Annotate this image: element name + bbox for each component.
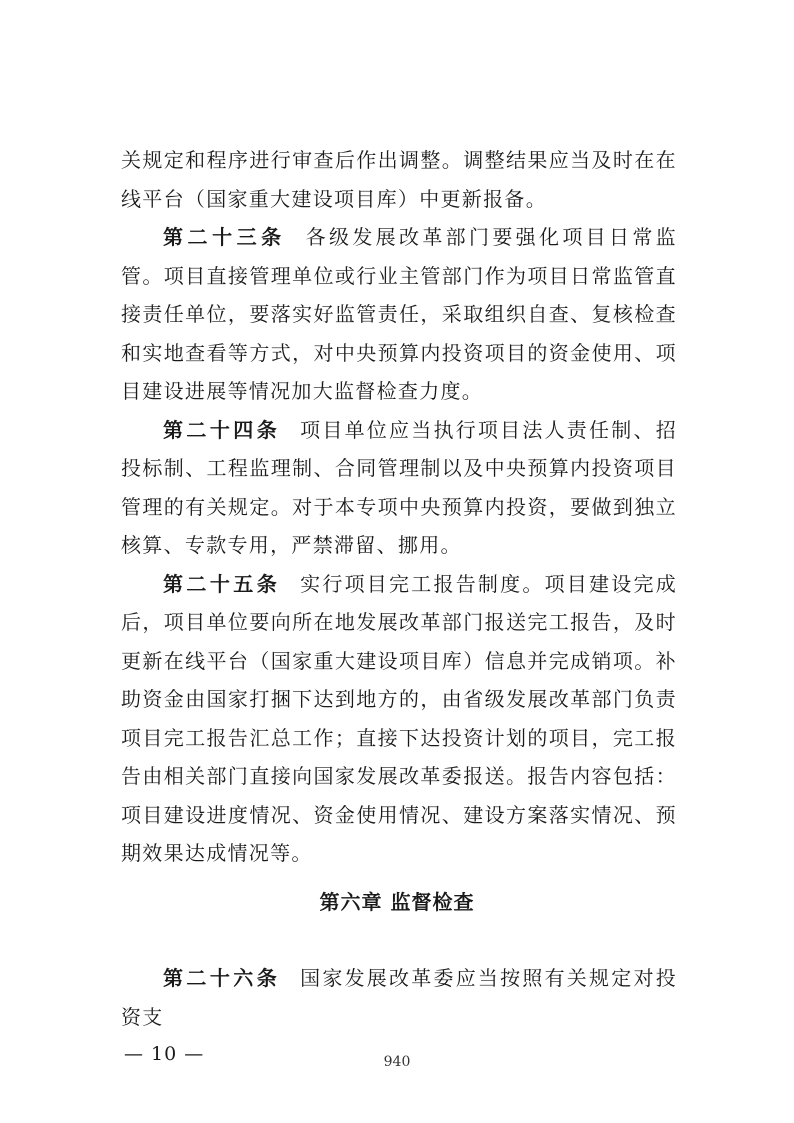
article-number: 第二十六条 <box>163 966 281 990</box>
article-24 <box>121 411 677 565</box>
article-25 <box>121 565 677 873</box>
article-text: 实行项目完工报告制度。项目建设完成后，项目单位要向所在地发展改革部门报送完工报告，及时更新在线平台（国家重大建设项目库）信息并完成销项。补助资金由国家打捆下达到地方的，由省级发展改革部门负责项目完工报告汇总工作；直接下达投资计划的项目，完工报告由相关部门直接向国家发展改革委报送。报告内容包括：项目建设进度情况、资金使用情况、建设方案落实情况、预期效果达成情况等。 <box>121 571 677 865</box>
paragraph-text: 关规定和程序进行审查后作出调整。调整结果应当及时在在线平台（国家重大建设项目库）中更新报备。 <box>121 148 677 211</box>
document-body <box>121 141 677 873</box>
article-text: 国家发展改革委应当按照有关规定对投资支 <box>121 966 677 1029</box>
article-number: 第二十三条 <box>163 225 286 249</box>
article-number: 第二十四条 <box>163 417 281 442</box>
article-number: 第二十五条 <box>163 571 281 596</box>
article-text: 项目单位应当执行项目法人责任制、招投标制、工程监理制、合同管理制以及中央预算内投资项目管理的有关规定。对于本专项中央预算内投资，要做到独立核算、专款专用，严禁滞留、挪用。 <box>121 417 677 557</box>
page-number: — 10 — <box>124 1043 205 1065</box>
chapter-title: 第六章 监督检查 <box>319 890 475 914</box>
paragraph-continuation <box>121 141 677 218</box>
article-23 <box>121 218 677 411</box>
article-26 <box>121 959 677 1036</box>
article-text: 各级发展改革部门要强化项目日常监管。项目直接管理单位或行业主管部门作为项目日常监管直接责任单位，要落实好监管责任，采取组织自查、复核检查和实地查看等方式，对中央预算内投资项目的资金使用、项目建设进展等情况加大监督检查力度。 <box>121 225 677 403</box>
stamp-number: 940 <box>383 1054 411 1070</box>
